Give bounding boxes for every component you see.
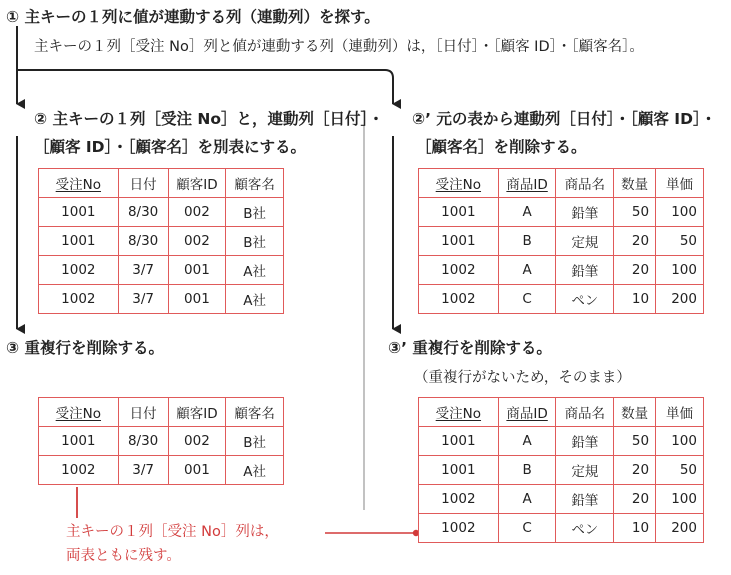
cell: 1001 xyxy=(419,427,499,456)
header-customer-name: 顧客名 xyxy=(226,398,284,427)
cell: 001 xyxy=(168,285,226,314)
arrow-step1-to-step2b xyxy=(17,70,393,104)
cell: 50 xyxy=(656,456,704,485)
header-customer-name: 顧客名 xyxy=(226,169,284,198)
table-order-customer-before xyxy=(38,168,284,314)
cell: 200 xyxy=(656,514,704,543)
header-product-name: 商品名 xyxy=(556,398,614,427)
cell: 鉛筆 xyxy=(556,256,614,285)
cell: A社 xyxy=(226,456,284,485)
header-order-no: 受注No xyxy=(39,398,119,427)
cell: 1002 xyxy=(39,456,119,485)
cell: 1001 xyxy=(419,456,499,485)
header-date: 日付 xyxy=(118,398,168,427)
cell: 50 xyxy=(614,427,656,456)
table-row xyxy=(39,456,284,485)
cell: 8/30 xyxy=(118,427,168,456)
callout-note-line1: 主キーの１列［受注 No］列は， xyxy=(66,524,279,540)
cell: A xyxy=(498,256,556,285)
header-unit-price: 単価 xyxy=(656,169,704,198)
header-product-name: 商品名 xyxy=(556,169,614,198)
table-row xyxy=(39,256,284,285)
cell: 50 xyxy=(656,227,704,256)
step3b-title: ③’ 重複行を削除する。 xyxy=(388,339,552,357)
step3-title: ③ 重複行を削除する。 xyxy=(6,339,165,357)
step2b-line1: ②’ 元の表から連動列［日付］・［顧客 ID］・ xyxy=(412,110,717,128)
cell: 1002 xyxy=(419,285,499,314)
cell: 100 xyxy=(656,198,704,227)
table-header-row xyxy=(39,398,284,427)
cell: 1002 xyxy=(419,514,499,543)
cell: 20 xyxy=(614,456,656,485)
table-row xyxy=(419,198,704,227)
header-product-id: 商品ID xyxy=(498,169,556,198)
cell: 8/30 xyxy=(118,227,168,256)
header-order-no: 受注No xyxy=(419,398,499,427)
cell: 100 xyxy=(656,485,704,514)
header-product-id: 商品ID xyxy=(498,398,556,427)
table-row xyxy=(419,514,704,543)
cell: 001 xyxy=(168,256,226,285)
header-customer-id: 顧客ID xyxy=(168,398,226,427)
cell: 20 xyxy=(614,256,656,285)
cell: 200 xyxy=(656,285,704,314)
cell: B社 xyxy=(226,227,284,256)
cell: 3/7 xyxy=(118,456,168,485)
table-order-product-before xyxy=(418,168,704,314)
cell: A xyxy=(498,485,556,514)
table-row xyxy=(419,227,704,256)
cell: B xyxy=(498,456,556,485)
table-row xyxy=(419,456,704,485)
table-row xyxy=(419,285,704,314)
cell: 1002 xyxy=(39,285,119,314)
cell: 1001 xyxy=(39,427,119,456)
step2-line2: ［顧客 ID］・［顧客名］を別表にする。 xyxy=(34,138,307,156)
cell: B社 xyxy=(226,427,284,456)
table-order-product-after xyxy=(418,397,704,543)
table-row xyxy=(419,427,704,456)
cell: 002 xyxy=(168,198,226,227)
step2-line1: ② 主キーの１列［受注 No］と，連動列［日付］・ xyxy=(34,110,384,128)
step1-note: 主キーの１列［受注 No］列と値が連動する列（連動列）は，［日付］・［顧客 ID］・［顧客名］。 xyxy=(34,39,644,55)
cell: 鉛筆 xyxy=(556,198,614,227)
callout-note-line2: 両表ともに残す。 xyxy=(66,548,181,564)
header-unit-price: 単価 xyxy=(656,398,704,427)
cell: 10 xyxy=(614,285,656,314)
cell: 001 xyxy=(168,456,226,485)
cell: 1001 xyxy=(419,198,499,227)
cell: A社 xyxy=(226,285,284,314)
cell: 8/30 xyxy=(118,198,168,227)
cell: 定規 xyxy=(556,456,614,485)
cell: 1001 xyxy=(419,227,499,256)
header-customer-id: 顧客ID xyxy=(168,169,226,198)
cell: C xyxy=(498,514,556,543)
header-order-no: 受注No xyxy=(39,169,119,198)
header-quantity: 数量 xyxy=(614,398,656,427)
cell: ペン xyxy=(556,514,614,543)
cell: 100 xyxy=(656,427,704,456)
table-row xyxy=(39,427,284,456)
step2b-line2: ［顧客名］を削除する。 xyxy=(416,138,587,156)
cell: ペン xyxy=(556,285,614,314)
cell: 1002 xyxy=(39,256,119,285)
cell: 50 xyxy=(614,198,656,227)
cell: A xyxy=(498,427,556,456)
cell: 002 xyxy=(168,427,226,456)
cell: A xyxy=(498,198,556,227)
cell: 3/7 xyxy=(118,285,168,314)
cell: 002 xyxy=(168,227,226,256)
table-row xyxy=(419,256,704,285)
cell: 3/7 xyxy=(118,256,168,285)
cell: 1001 xyxy=(39,227,119,256)
cell: 定規 xyxy=(556,227,614,256)
cell: 1002 xyxy=(419,485,499,514)
header-quantity: 数量 xyxy=(614,169,656,198)
table-header-row xyxy=(419,169,704,198)
cell: C xyxy=(498,285,556,314)
table-header-row xyxy=(39,169,284,198)
cell: 100 xyxy=(656,256,704,285)
cell: 20 xyxy=(614,227,656,256)
table-row xyxy=(419,485,704,514)
cell: 鉛筆 xyxy=(556,485,614,514)
step1-title: ① 主キーの１列に値が連動する列（連動列）を探す。 xyxy=(6,8,380,26)
cell: B xyxy=(498,227,556,256)
table-row xyxy=(39,198,284,227)
header-order-no: 受注No xyxy=(419,169,499,198)
step3b-note: （重複行がないため，そのまま） xyxy=(414,370,631,386)
header-date: 日付 xyxy=(118,169,168,198)
table-row xyxy=(39,227,284,256)
table-header-row xyxy=(419,398,704,427)
cell: 20 xyxy=(614,485,656,514)
cell: A社 xyxy=(226,256,284,285)
cell: B社 xyxy=(226,198,284,227)
cell: 鉛筆 xyxy=(556,427,614,456)
table-row xyxy=(39,285,284,314)
table-order-customer-after xyxy=(38,397,284,485)
cell: 10 xyxy=(614,514,656,543)
cell: 1001 xyxy=(39,198,119,227)
cell: 1002 xyxy=(419,256,499,285)
